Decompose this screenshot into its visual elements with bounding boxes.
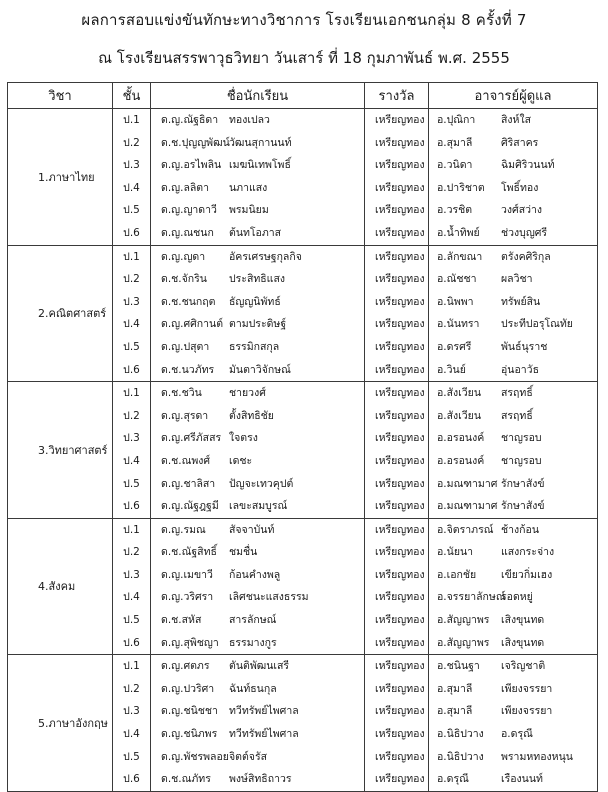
teacher-lastname: เสิงขุนทด (501, 636, 545, 649)
award-value: เหรียญทอง (375, 181, 425, 194)
teacher-name (429, 222, 597, 245)
student-lastname: ทองเปลว (229, 114, 270, 126)
subject-group-row (8, 109, 598, 246)
award-cell (365, 655, 429, 792)
student-lastname: สัจจาบันท์ (229, 523, 275, 536)
student-name (151, 199, 364, 222)
student-name (151, 541, 364, 564)
student-title-firstname: ด.ช.ชนกฤต (161, 295, 216, 308)
award-value: เหรียญทอง (375, 273, 425, 286)
student-name (151, 427, 364, 450)
student-list (151, 382, 364, 518)
student-lastname: ตันติพัฒนเสรี (229, 660, 290, 673)
teacher-name (429, 723, 597, 746)
teacher-name (429, 154, 597, 177)
header-subject: วิชา (8, 83, 113, 109)
teacher-cell (429, 109, 598, 246)
subject-group-row (8, 655, 598, 792)
level-value: ป.3 (123, 295, 140, 308)
teacher-lastname: แสงกระจ่าง (501, 546, 555, 559)
teacher-lastname: ตรังคศิริกุล (501, 250, 551, 263)
student-lastname: ต้นทโอภาส (229, 226, 282, 239)
student-name (151, 222, 364, 245)
award-value: เหรียญทอง (375, 136, 425, 149)
level-value: ป.6 (123, 636, 140, 649)
subject-cell: 1.ภาษาไทย (8, 109, 113, 246)
student-title-firstname: ด.ญ.ณัฐธิดา (161, 114, 219, 126)
teacher-lastname: รักษาสังข์ (501, 500, 545, 513)
student-lastname: ชายวงศ์ (229, 387, 266, 400)
student-title-firstname: ด.ญ.ชนิภพร (161, 728, 218, 741)
subject-group-row (8, 382, 598, 519)
teacher-cell (429, 655, 598, 792)
student-lastname: ธรรมางกูร (229, 636, 277, 649)
award-value: เหรียญทอง (375, 432, 425, 445)
student-title-firstname: ด.ญ.ลลิตา (161, 181, 210, 194)
award-value: เหรียญทอง (375, 546, 425, 559)
level-value: ป.1 (123, 387, 140, 400)
level-list (113, 382, 150, 518)
subject-cell: 5.ภาษาอังกฤษ (8, 655, 113, 792)
student-name (151, 154, 364, 177)
student-title-firstname: ด.ช.สหัส (161, 614, 202, 627)
student-list (151, 109, 364, 245)
teacher-name (429, 609, 597, 632)
student-name (151, 632, 364, 655)
level-cell (113, 109, 151, 246)
teacher-list (429, 519, 597, 655)
student-title-firstname: ด.ญ.รมณ (161, 523, 206, 536)
student-list (151, 246, 364, 382)
teacher-firstname: อ.ปุณิกา (437, 114, 476, 126)
student-name (151, 746, 364, 769)
header-teacher: อาจารย์ผู้ดูแล (429, 83, 598, 109)
teacher-lastname: เสิงขุนทด (501, 614, 545, 627)
award-value: เหรียญทอง (375, 500, 425, 513)
teacher-lastname: สรฤทธิ์ (501, 409, 533, 422)
award-value: เหรียญทอง (375, 477, 425, 490)
student-lastname: ก้อนคำงพลู (229, 568, 281, 581)
student-name (151, 405, 364, 428)
student-cell (151, 109, 365, 246)
level-value: ป.2 (123, 273, 140, 286)
level-value: ป.5 (123, 340, 140, 353)
results-table (7, 82, 598, 792)
teacher-lastname: สรฤทธิ์ (501, 387, 533, 400)
teacher-lastname: เขียวกิ่มเฮง (501, 568, 553, 581)
award-value: เหรียญทอง (375, 250, 425, 263)
student-name (151, 450, 364, 473)
level-value: ป.1 (123, 250, 140, 263)
award-value: เหรียญทอง (375, 750, 425, 763)
header-award: รางวัล (365, 83, 429, 109)
subject-group-row (8, 245, 598, 382)
teacher-firstname: อ.สังเวียน (437, 409, 481, 422)
teacher-firstname: อ.จรรยาลักษณ์ (437, 591, 506, 604)
teacher-firstname: อ.นัยนา (437, 546, 474, 559)
level-value: ป.4 (123, 318, 140, 331)
teacher-lastname: พันธ์นุราช (501, 340, 548, 353)
level-cell (113, 655, 151, 792)
award-cell (365, 382, 429, 519)
level-value: ป.6 (123, 500, 140, 513)
student-name (151, 473, 364, 496)
level-value: ป.1 (123, 114, 140, 126)
student-name (151, 268, 364, 291)
level-value: ป.1 (123, 660, 140, 673)
teacher-list (429, 655, 597, 791)
student-lastname: ปัญจะเทวคุปต์ (229, 477, 294, 490)
student-name (151, 109, 364, 132)
student-lastname: เดชะ (229, 454, 253, 467)
teacher-name (429, 632, 597, 655)
teacher-name (429, 313, 597, 336)
teacher-lastname: ชาญรอบ (501, 454, 542, 467)
teacher-lastname: ชาญรอบ (501, 432, 542, 445)
teacher-name (429, 109, 597, 132)
teacher-name (429, 427, 597, 450)
student-title-firstname: ด.ญ.ปวริศา (161, 682, 215, 695)
level-list (113, 519, 150, 655)
student-lastname: เมฆนิเทพโพธิ์ (229, 159, 291, 172)
student-title-firstname: ด.ญ.ณัฐฎฐมี (161, 500, 219, 513)
student-lastname: ฉันท์ธนกุล (229, 682, 277, 695)
level-value: ป.3 (123, 159, 140, 172)
teacher-firstname: อ.สุมาลี (437, 682, 473, 695)
teacher-lastname: วงศ์สว่าง (501, 204, 543, 217)
teacher-firstname: อ.ดรุณี (437, 773, 469, 786)
teacher-list (429, 246, 597, 382)
level-list (113, 655, 150, 791)
teacher-lastname: ฉิมศิริวนนท์ (501, 159, 555, 172)
teacher-name (429, 199, 597, 222)
student-title-firstname: ด.ช.ชวิน (161, 387, 202, 400)
teacher-name (429, 473, 597, 496)
award-list (365, 519, 428, 655)
teacher-list (429, 109, 597, 245)
document-subtitle: ณ โรงเรียนสรรพาวุธวิทยา วันเสาร์ ที่ 18 กุมภาพันธ์ พ.ศ. 2555 (98, 49, 510, 67)
level-value: ป.6 (123, 363, 140, 376)
teacher-name (429, 495, 597, 518)
student-cell (151, 382, 365, 519)
teacher-firstname: อ.นิพพา (437, 295, 474, 308)
student-title-firstname: ด.ญ.ญาดาวี (161, 204, 217, 217)
teacher-lastname: ศิริสาคร (501, 136, 539, 149)
student-title-firstname: ด.ญ.ศตภร (161, 660, 210, 673)
award-value: เหรียญทอง (375, 318, 425, 331)
award-cell (365, 245, 429, 382)
teacher-name (429, 541, 597, 564)
teacher-firstname: อ.สัญญาพร (437, 614, 490, 627)
teacher-firstname: อ.เอกชัย (437, 568, 477, 581)
level-value: ป.5 (123, 614, 140, 627)
student-lastname: ประสิทธิแสง (229, 273, 285, 286)
teacher-name (429, 382, 597, 405)
student-title-firstname: ด.ช.ณพงศ์ (161, 454, 211, 467)
teacher-name (429, 336, 597, 359)
teacher-firstname: อ.สังเวียน (437, 387, 481, 400)
teacher-lastname: รักษาสังข์ (501, 477, 545, 490)
student-lastname: ตามประดิษฐ์ (229, 318, 287, 331)
student-lastname: ทวีทรัพย์ไพศาล (229, 705, 299, 718)
teacher-lastname: ทรัพย์สิน (501, 295, 541, 308)
teacher-list (429, 382, 597, 518)
teacher-firstname: อ.ดรศรี (437, 340, 472, 353)
document-title: ผลการสอบแข่งขันทักษะทางวิชาการ โรงเรียนเอกชนกลุ่ม 8 ครั้งที่ 7 (81, 11, 527, 29)
award-value: เหรียญทอง (375, 340, 425, 353)
level-value: ป.2 (123, 682, 140, 695)
award-cell (365, 109, 429, 246)
level-value: ป.6 (123, 773, 140, 786)
award-value: เหรียญทอง (375, 114, 425, 126)
student-list (151, 519, 364, 655)
student-name (151, 723, 364, 746)
teacher-lastname: ช่วงบุญศรี (501, 226, 548, 239)
student-lastname: พงษ์สิทธิถาวร (229, 773, 292, 786)
award-value: เหรียญทอง (375, 728, 425, 741)
student-title-firstname: ด.ญ.ศศิกานต์ (161, 318, 224, 331)
level-cell (113, 382, 151, 519)
level-value: ป.4 (123, 591, 140, 604)
student-name (151, 655, 364, 678)
student-lastname: ทวีทรัพย์ไพศาล (229, 728, 299, 741)
teacher-firstname: อ.ปาริชาต (437, 181, 485, 194)
teacher-firstname: อ.ณัชชา (437, 273, 477, 286)
award-cell (365, 518, 429, 655)
teacher-name (429, 450, 597, 473)
level-value: ป.2 (123, 546, 140, 559)
teacher-cell (429, 245, 598, 382)
student-name (151, 768, 364, 791)
student-name (151, 609, 364, 632)
level-value: ป.4 (123, 728, 140, 741)
student-name (151, 382, 364, 405)
student-name (151, 700, 364, 723)
teacher-firstname: อ.สัญญาพร (437, 636, 490, 649)
teacher-lastname: เพียงจรรยา (501, 682, 553, 695)
level-cell (113, 245, 151, 382)
student-lastname: อัครเศรษฐกุลกิจ (229, 250, 302, 263)
award-value: เหรียญทอง (375, 454, 425, 467)
teacher-name (429, 519, 597, 542)
teacher-name (429, 177, 597, 200)
header-row (8, 83, 598, 109)
student-name (151, 586, 364, 609)
student-name (151, 359, 364, 382)
student-title-firstname: ด.ญ.ณชนก (161, 226, 214, 239)
student-title-firstname: ด.ช.จักริน (161, 273, 207, 286)
teacher-lastname: เจริญชาติ (501, 660, 546, 673)
student-title-firstname: ด.ญ.สุพิชญา (161, 636, 219, 649)
teacher-lastname: โพธิ์ทอง (501, 181, 539, 194)
student-cell (151, 518, 365, 655)
student-lastname: นภาแสง (229, 181, 268, 194)
teacher-cell (429, 382, 598, 519)
award-value: เหรียญทอง (375, 295, 425, 308)
teacher-lastname: ผลวิชา (501, 273, 533, 286)
award-list (365, 246, 428, 382)
student-lastname: วัฒนสุกานนท์ (229, 136, 292, 149)
award-value: เหรียญทอง (375, 660, 425, 673)
teacher-firstname: อ.อรอนงค์ (437, 432, 485, 445)
teacher-firstname: อ.วนิดา (437, 159, 473, 172)
teacher-name (429, 678, 597, 701)
header-level: ชั้น (113, 83, 151, 109)
student-lastname: เลขะสมบูรณ์ (229, 500, 288, 513)
level-value: ป.3 (123, 568, 140, 581)
student-cell (151, 245, 365, 382)
award-value: เหรียญทอง (375, 568, 425, 581)
level-value: ป.5 (123, 750, 140, 763)
teacher-lastname: อ.ดรุณี (501, 728, 533, 741)
student-name (151, 495, 364, 518)
level-value: ป.4 (123, 454, 140, 467)
student-title-firstname: ด.ช.ปุญญพัฒน์ (161, 136, 230, 149)
teacher-firstname: อ.สุมาลี (437, 705, 473, 718)
student-name (151, 313, 364, 336)
teacher-name (429, 268, 597, 291)
level-value: ป.4 (123, 181, 140, 194)
teacher-firstname: อ.นิธิปวาง (437, 750, 484, 763)
award-value: เหรียญทอง (375, 159, 425, 172)
teacher-lastname: เพียงจรรยา (501, 705, 553, 718)
award-value: เหรียญทอง (375, 773, 425, 786)
teacher-firstname: อ.วินย์ (437, 363, 466, 376)
student-name (151, 678, 364, 701)
level-value: ป.2 (123, 409, 140, 422)
student-name (151, 564, 364, 587)
award-value: เหรียญทอง (375, 523, 425, 536)
teacher-lastname: ประทีปอรุโณทัย (501, 318, 573, 331)
teacher-lastname: ช้างก้อน (501, 523, 539, 536)
teacher-name (429, 746, 597, 769)
award-list (365, 655, 428, 791)
award-value: เหรียญทอง (375, 614, 425, 627)
teacher-firstname: อ.นันทรา (437, 318, 480, 331)
level-value: ป.1 (123, 523, 140, 536)
level-value: ป.2 (123, 136, 140, 149)
teacher-firstname: อ.มณฑามาศ (437, 500, 498, 513)
award-value: เหรียญทอง (375, 636, 425, 649)
student-title-firstname: ด.ญ.พัชรพลอย (161, 750, 229, 763)
student-title-firstname: ด.ช.นวภัทร (161, 363, 215, 376)
student-title-firstname: ด.ญ.ชนิชชา (161, 705, 218, 718)
award-list (365, 109, 428, 245)
teacher-firstname: อ.จิตราภรณ์ (437, 523, 494, 536)
student-title-firstname: ด.ญ.อรไพลิน (161, 159, 222, 172)
teacher-cell (429, 518, 598, 655)
subject-cell: 4.สังคม (8, 518, 113, 655)
student-title-firstname: ด.ญ.ญดา (161, 250, 206, 263)
student-name (151, 519, 364, 542)
level-value: ป.5 (123, 477, 140, 490)
teacher-name (429, 655, 597, 678)
award-value: เหรียญทอง (375, 682, 425, 695)
teacher-name (429, 359, 597, 382)
student-cell (151, 655, 365, 792)
teacher-name (429, 564, 597, 587)
teacher-lastname: รอดหยู่ (501, 591, 533, 604)
student-lastname: ธรรมิกสกุล (229, 340, 280, 353)
student-lastname: ชมชื่น (229, 546, 258, 559)
teacher-name (429, 132, 597, 155)
level-value: ป.3 (123, 705, 140, 718)
student-lastname: ใจตรง (229, 432, 258, 445)
subject-cell: 3.วิทยาศาสตร์ (8, 382, 113, 519)
teacher-name (429, 700, 597, 723)
level-value: ป.6 (123, 226, 140, 239)
teacher-firstname: อ.น้ำทิพย์ (437, 226, 480, 239)
teacher-lastname: เรืองนนท์ (501, 773, 543, 786)
teacher-firstname: อ.วรชิต (437, 204, 473, 217)
student-lastname: ธัญญนิพัทธ์ (229, 295, 281, 308)
level-list (113, 109, 150, 245)
student-list (151, 655, 364, 791)
teacher-name (429, 586, 597, 609)
teacher-name (429, 246, 597, 269)
student-lastname: ตั้งสิทธิชัย (229, 409, 274, 422)
award-value: เหรียญทอง (375, 705, 425, 718)
teacher-firstname: อ.อรอนงค์ (437, 454, 485, 467)
award-value: เหรียญทอง (375, 204, 425, 217)
student-title-firstname: ด.ญ.วริศรา (161, 591, 214, 604)
teacher-firstname: อ.ลักขณา (437, 250, 483, 263)
student-name (151, 132, 364, 155)
subject-group-row (8, 518, 598, 655)
student-title-firstname: ด.ญ.ปสุตา (161, 340, 210, 353)
student-title-firstname: ด.ช.ณัฐสิทธิ์ (161, 546, 217, 559)
award-value: เหรียญทอง (375, 363, 425, 376)
teacher-lastname: สิงห์ใส (501, 114, 531, 126)
student-lastname: พรมนิยม (229, 204, 269, 217)
header-student: ชื่อนักเรียน (151, 83, 365, 109)
level-cell (113, 518, 151, 655)
student-name (151, 177, 364, 200)
award-value: เหรียญทอง (375, 591, 425, 604)
student-title-firstname: ด.ญ.ชาลิสา (161, 477, 216, 490)
student-name (151, 291, 364, 314)
student-lastname: เลิศชนะแสงธรรม (229, 591, 309, 604)
award-value: เหรียญทอง (375, 226, 425, 239)
subject-cell: 2.คณิตศาสตร์ (8, 245, 113, 382)
student-name (151, 336, 364, 359)
student-lastname: มันตาวิจักษณ์ (229, 363, 291, 376)
student-title-firstname: ด.ช.ณภัทร (161, 773, 211, 786)
award-value: เหรียญทอง (375, 409, 425, 422)
teacher-lastname: อุ่นอาวัธ (501, 363, 539, 376)
teacher-name (429, 768, 597, 791)
student-lastname: สารลักษณ์ (229, 614, 277, 627)
teacher-firstname: อ.สุมาลี (437, 136, 473, 149)
award-value: เหรียญทอง (375, 387, 425, 400)
level-list (113, 246, 150, 382)
student-lastname: จิตต์จรัส (229, 750, 267, 763)
student-title-firstname: ด.ญ.ศรีภัสสร (161, 432, 222, 445)
teacher-name (429, 405, 597, 428)
teacher-lastname: พรามหทองหนุน (501, 750, 573, 763)
level-value: ป.3 (123, 432, 140, 445)
student-title-firstname: ด.ญ.เมขาวี (161, 568, 213, 581)
award-list (365, 382, 428, 518)
student-title-firstname: ด.ญ.สุรดา (161, 409, 209, 422)
teacher-firstname: อ.มณฑามาศ (437, 477, 498, 490)
teacher-name (429, 291, 597, 314)
student-name (151, 246, 364, 269)
level-value: ป.5 (123, 204, 140, 217)
teacher-firstname: อ.นิธิปวาง (437, 728, 484, 741)
teacher-firstname: อ.ชนินฐา (437, 660, 480, 673)
